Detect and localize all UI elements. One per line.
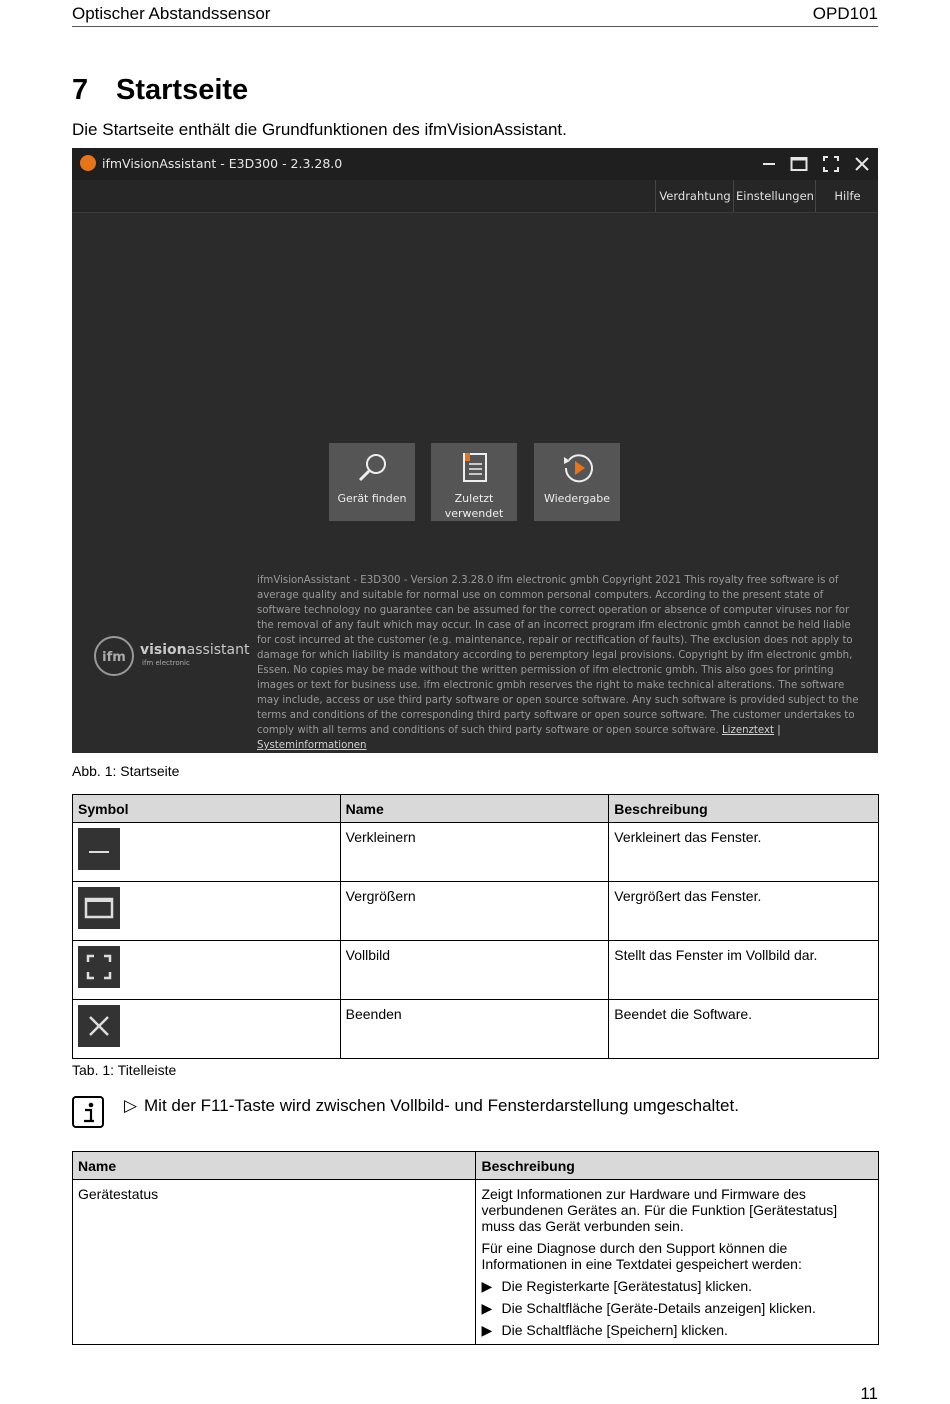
header-divider (72, 26, 878, 27)
document-icon (458, 451, 492, 485)
system-info-link[interactable]: Systeminformationen (257, 740, 367, 751)
license-link[interactable]: Lizenztext (722, 725, 775, 736)
tile-label: Zuletzt verwendet (444, 492, 504, 520)
minimize-button[interactable] (756, 152, 782, 176)
app-screenshot (72, 148, 878, 753)
maximize-button[interactable] (786, 152, 812, 176)
column-header-description: Beschreibung (476, 1152, 879, 1180)
minimize-icon (762, 157, 776, 171)
menu-einstellungen[interactable]: Einstellungen (733, 180, 816, 212)
info-icon (72, 1096, 104, 1128)
symbol-name: Vergrößern (340, 882, 609, 941)
maximize-icon (78, 887, 120, 929)
chapter-title: Startseite (116, 74, 249, 106)
titlebar-symbols-table (72, 794, 879, 1059)
close-button[interactable] (849, 152, 875, 176)
symbol-name: Vollbild (340, 941, 609, 1000)
row-name: Gerätestatus (73, 1180, 476, 1345)
column-header-symbol: Symbol (73, 795, 341, 823)
device-status-table (72, 1151, 879, 1345)
column-header-name: Name (73, 1152, 476, 1180)
minimize-icon (78, 828, 120, 870)
chapter-number: 7 (72, 74, 89, 106)
tile-label: Wiedergabe (543, 492, 610, 505)
fullscreen-button[interactable] (818, 152, 844, 176)
table-caption: Tab. 1: Titelleiste (72, 1062, 177, 1078)
table-row (73, 1000, 879, 1059)
title-bar (72, 148, 878, 180)
row-description (476, 1180, 879, 1345)
maximize-icon (790, 156, 808, 172)
close-icon (855, 157, 869, 171)
close-icon (78, 1005, 120, 1047)
symbol-description: Verkleinert das Fenster. (609, 823, 879, 882)
instruction-step: ▶ Die Registerkarte [Gerätestatus] klicken. (481, 1278, 753, 1294)
instruction-step: ▶ Die Schaltfläche [Geräte-Details anzeigen] klicken. (481, 1300, 816, 1316)
table-row (73, 882, 879, 941)
replay-icon (561, 451, 595, 485)
table-row (73, 1180, 879, 1345)
symbol-description: Stellt das Fenster im Vollbild dar. (609, 941, 879, 1000)
menu-bar (72, 180, 878, 213)
menu-verdrahtung[interactable]: Verdrahtung (655, 180, 734, 212)
column-header-name: Name (340, 795, 609, 823)
column-header-description: Beschreibung (609, 795, 879, 823)
legal-notice: ifmVisionAssistant - E3D300 - Version 2.3.28.0 ifm electronic gmbh Copyright 2021 This royalty free software is of average quality and suitable for normal use on common personal computers. According to the present state of software technology no guarantee can be assumed for the correct operation or absence of computer viruses nor for the removal of any fault which may occur. In case of an incorrect program ifm electronic gmbh cannot be held liable for cost incurred at the customer (e.g. maintenance, repair or rectification of faults). The exclusion does not apply to damage for which liability is mandatory according to peremptory legal provisions. Copyright by ifm electronic gmbh, Essen. No copies may be made without the written permission of ifm electronic gmbh. This also goes for printing images or text for business use. ifm electronic gmbh reserves the right to make technical alterations. The software may include, access or use third party software or open source software. Any such software is provided subject to the terms and conditions of the corresponding third party software or open source software. The customer undertakes to comply with all terms and conditions of such third party software or open source software. Lizenztext | Systeminformationen (257, 575, 859, 751)
search-icon (356, 451, 390, 485)
table-row (73, 823, 879, 882)
fullscreen-icon (78, 946, 120, 988)
note-marker: ▷ (124, 1096, 138, 1115)
description-paragraph: Für eine Diagnose durch den Support können die Informationen in eine Textdatei gespeichert werden: (481, 1240, 802, 1272)
menu-hilfe[interactable]: Hilfe (815, 180, 878, 212)
instruction-step: ▶ Die Schaltfläche [Speichern] klicken. (481, 1322, 728, 1338)
symbol-description: Vergrößert das Fenster. (609, 882, 879, 941)
find-device-tile[interactable] (329, 443, 415, 521)
recently-used-tile[interactable] (431, 443, 517, 521)
app-logo-icon (80, 155, 96, 171)
description-paragraph: Zeigt Informationen zur Hardware und Firmware des verbundenen Gerätes an. Für die Funktion [Gerätestatus] muss das Gerät verbunden sein. (481, 1186, 838, 1234)
running-header-title: Optischer Abstandssensor (72, 4, 271, 23)
brand-name: visionassistant (140, 642, 250, 658)
ifm-logo-icon (96, 638, 132, 674)
note-text: Mit der F11-Taste wird zwischen Vollbild- und Fensterdarstellung umgeschaltet. (144, 1096, 739, 1115)
svg-text:ifm: ifm (102, 650, 126, 665)
logo-circle (94, 636, 134, 676)
symbol-name: Verkleinern (340, 823, 609, 882)
fullscreen-icon (823, 156, 839, 172)
symbol-name: Beenden (340, 1000, 609, 1059)
symbol-description: Beendet die Software. (609, 1000, 879, 1059)
brand-subtitle: ifm electronic (142, 659, 190, 667)
chapter-heading (72, 74, 248, 107)
tile-label: Gerät finden (337, 492, 407, 505)
replay-tile[interactable] (534, 443, 620, 521)
page-number: 11 (860, 1384, 878, 1403)
window-title: ifmVisionAssistant - E3D300 - 2.3.28.0 (102, 156, 343, 171)
figure-caption: Abb. 1: Startseite (72, 763, 180, 779)
running-header-product: OPD101 (812, 4, 878, 23)
intro-text: Die Startseite enthält die Grundfunktionen des ifmVisionAssistant. (72, 120, 567, 139)
table-row (73, 941, 879, 1000)
